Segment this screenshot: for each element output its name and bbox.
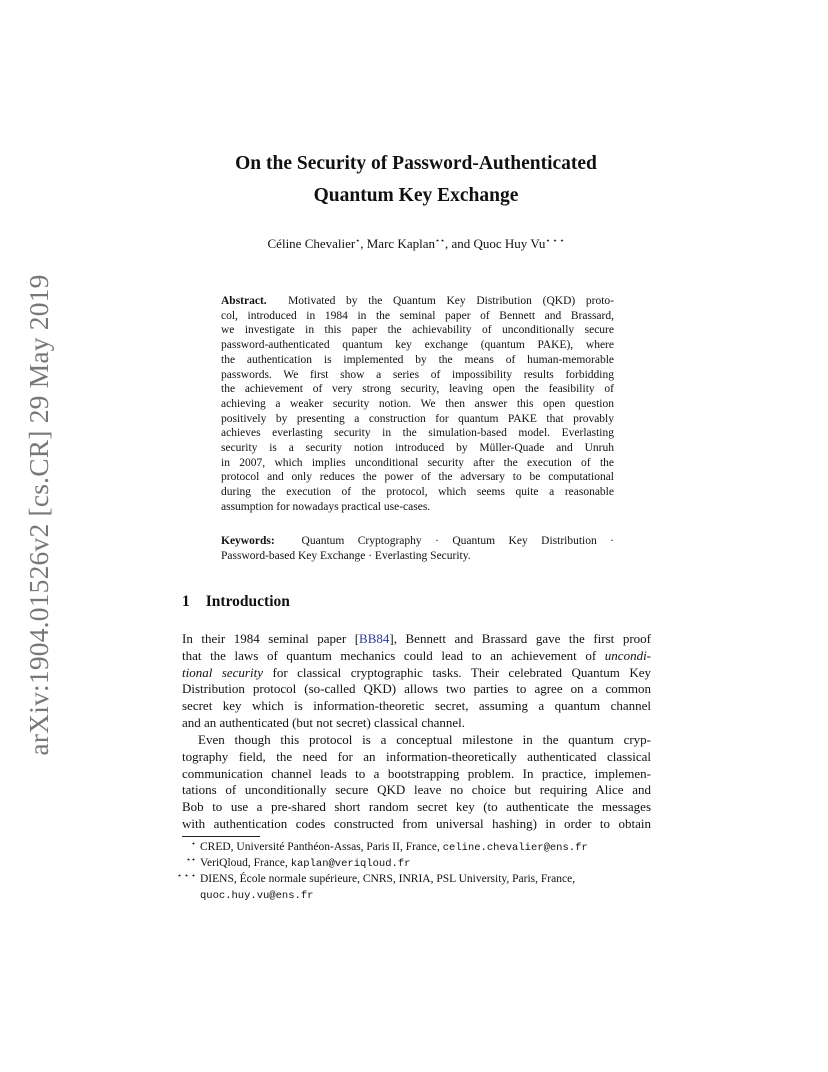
body-line: secret key which is information-theoretic secret, assuming a quantum channel — [182, 698, 651, 714]
body-line: tional security for classical cryptographic tasks. Their celebrated Quantum Key — [182, 664, 651, 680]
abstract-line: Abstract. Motivated by the Quantum Key Distribution (QKD) proto- — [221, 295, 615, 307]
section-title: Introduction — [205, 593, 290, 610]
body-line: tography field, the need for an information-theoretically authenticated classical — [182, 748, 651, 764]
body-line: that the laws of quantum mechanics could lead to an achievement of uncondi- — [182, 647, 652, 663]
arxiv-id-text: arXiv:1904.01526v2 [cs.CR] 29 May 2019 — [23, 274, 54, 756]
abstract-label: Abstract. — [221, 295, 267, 307]
author-2-mark: ⋆⋆ — [434, 236, 445, 245]
author-2: , Marc Kaplan — [360, 236, 435, 251]
body-line: Distribution protocol (so-called QKD) allows two parties to agree on a common — [182, 681, 651, 697]
abstract-line: security is a security notion introduced by Müller-Quade and Unruh — [221, 442, 614, 455]
section-heading — [182, 593, 290, 611]
section-number: 1 — [182, 593, 190, 610]
keywords-label: Keywords: — [221, 535, 275, 547]
author-3-mark: ⋆ ⋆ ⋆ — [545, 236, 565, 245]
body-line: In their 1984 seminal paper [BB84], Bennett and Brassard gave the first proof — [182, 631, 651, 646]
abstract-line: protocol and only reduces the power of the adversary to be computational — [221, 471, 614, 484]
abstract-line: positively by presenting a construction for quantum PAKE that provably — [221, 412, 614, 425]
abstract-line: the authentication is implemented by the means of human-memorable — [221, 353, 614, 366]
body-line: Even though this protocol is a conceptual milestone in the quantum cryp- — [198, 732, 651, 747]
keywords-line: Keywords: Quantum Cryptography · Quantum Key Distribution · — [221, 535, 614, 547]
paper-title — [150, 148, 682, 212]
abstract-line: achieving a weaker security notion. We then answer this open question — [221, 397, 614, 410]
abstract-line: we investigate in this paper the achievability of unconditionally secure — [221, 324, 614, 337]
email-link[interactable]: kaplan@veriqloud.fr — [290, 858, 411, 870]
abstract — [221, 294, 614, 515]
email-link[interactable]: celine.chevalier@ens.fr — [442, 842, 588, 854]
abstract-line: in 2007, which implies unconditional security after the execution of the — [221, 456, 614, 469]
keywords-line: Password-based Key Exchange · Everlasting Security. — [221, 549, 471, 562]
abstract-line: during the execution of the protocol, which seems quite a reasonable — [221, 486, 614, 499]
body-line: communication channel leads to a bootstrapping problem. In practice, implemen- — [182, 765, 651, 781]
abstract-line: col, introduced in 1984 in the seminal paper of Bennett and Brassard, — [221, 309, 614, 322]
paragraph-2 — [182, 732, 651, 833]
footnote-2: ⋆⋆ VeriQloud, France, kaplan@veriqloud.fr — [185, 855, 411, 870]
footnote-1: ⋆ CRED, Université Panthéon-Assas, Paris II, France, celine.chevalier@ens.fr — [190, 839, 588, 854]
abstract-line: password-authenticated quantum key exchange (quantum PAKE), where — [221, 339, 614, 352]
abstract-line: achieves everlasting security in the simulation-based model. Everlasting — [221, 427, 614, 440]
author-3: , and Quoc Huy Vu — [444, 236, 546, 251]
footnote-divider — [182, 836, 260, 837]
abstract-line: assumption for nowadays practical use-cases. — [221, 500, 431, 513]
abstract-line: the achievement of very strong security, leaving open the feasibility of — [221, 383, 614, 396]
keywords — [221, 534, 614, 563]
citation-link-bb84[interactable]: BB84 — [359, 631, 390, 646]
title-line-2: Quantum Key Exchange — [313, 185, 519, 206]
email-link[interactable]: quoc.huy.vu@ens.fr — [200, 889, 314, 902]
body-line: with authentication codes constructed from universal hashing) in order to obtain — [182, 815, 651, 831]
arxiv-side-identifier — [20, 272, 58, 758]
author-1-mark: ⋆ — [355, 236, 361, 245]
author-1: Céline Chevalier — [267, 236, 356, 251]
abstract-line: passwords. We first show a series of impossibility results forbidding — [221, 368, 614, 381]
body-line: Bob to use a pre-shared short random secret key (to authenticate the messages — [182, 799, 651, 815]
footnote-3: ⋆ ⋆ ⋆ DIENS, École normale supérieure, CNRS, INRIA, PSL University, Paris, France, quoc.huy.vu@ens.fr — [176, 871, 576, 902]
paragraph-1 — [182, 631, 651, 732]
body-line: tations of unconditionally secure QKD leave no choice but requiring Alice and — [182, 782, 651, 798]
body-line: and an authenticated (but not secret) classical channel. — [182, 714, 465, 730]
author-list — [150, 236, 682, 252]
title-line-1: On the Security of Password-Authenticated — [235, 153, 597, 174]
